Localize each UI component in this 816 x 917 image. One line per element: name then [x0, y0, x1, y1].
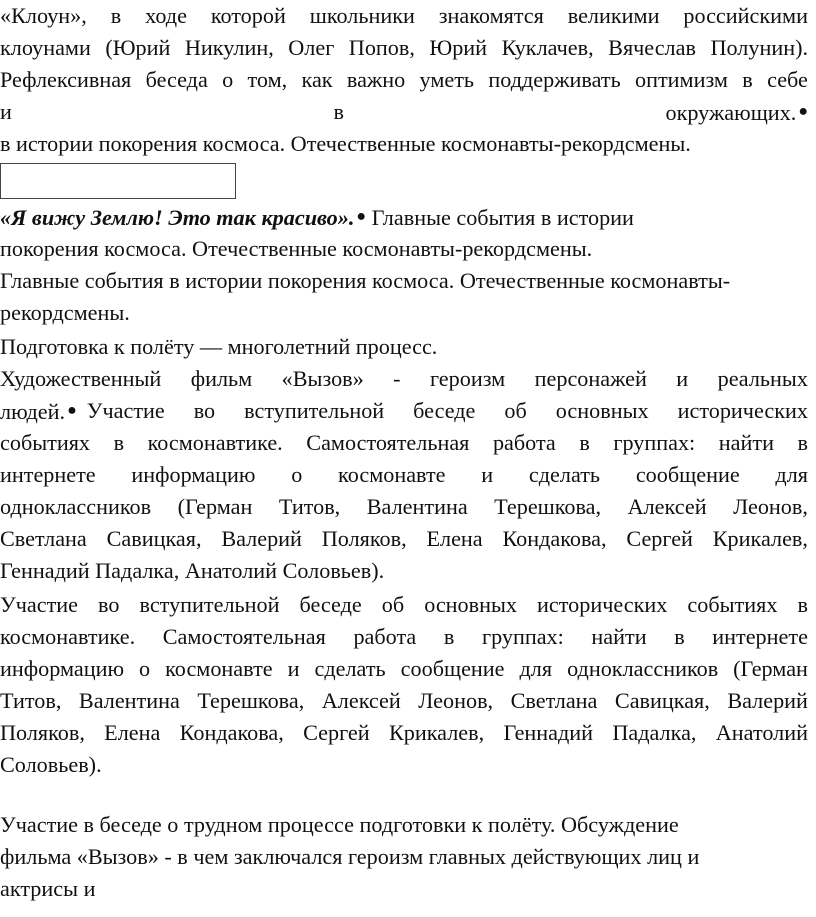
word: сделать — [528, 462, 601, 487]
word: Титов, — [0, 688, 62, 713]
p3-line-1 — [0, 363, 808, 395]
word: Рефлексивная — [0, 67, 132, 92]
word: Валентина — [366, 494, 468, 519]
word: себе — [767, 67, 808, 92]
p2-line-1 — [0, 201, 808, 233]
word: событиях — [687, 592, 778, 617]
word: исторических — [677, 398, 808, 423]
word: Елена — [426, 526, 483, 551]
word: Попов, — [348, 35, 415, 60]
word: «Клоун», — [0, 3, 87, 28]
word: Участие — [0, 592, 78, 617]
word: космонавте — [338, 462, 446, 487]
word: Леонов, — [733, 494, 808, 519]
p2-line-4: рекордсмены. — [0, 300, 130, 325]
word: - — [393, 366, 401, 391]
word: Елена — [104, 720, 161, 745]
word: информацию — [0, 656, 125, 681]
word: в — [742, 67, 753, 92]
word: Поляков, — [321, 526, 407, 551]
p4-line-1 — [0, 589, 808, 621]
word: и — [481, 462, 494, 487]
word: уметь — [419, 67, 475, 92]
word: Самостоятельная — [306, 430, 470, 455]
word: в — [579, 430, 590, 455]
word: персонажей — [534, 366, 647, 391]
word: во — [193, 398, 216, 423]
p3-line-2-rest — [87, 395, 808, 427]
word: основных — [424, 592, 518, 617]
word: Художественный — [0, 366, 162, 391]
word: одноклассников — [567, 656, 719, 681]
p3-line-6 — [0, 523, 808, 555]
p1-line-2 — [0, 32, 808, 64]
word: и — [287, 656, 300, 681]
word: в — [443, 624, 455, 649]
word: сделать — [314, 656, 386, 681]
word: Юрий — [429, 35, 488, 60]
word: Кондакова, — [502, 526, 607, 551]
p3-line-3 — [0, 427, 808, 459]
word: «Вызов» — [281, 366, 364, 391]
word: Олег — [288, 35, 335, 60]
p4-line-4 — [0, 685, 808, 717]
word: Самостоятельная — [162, 624, 326, 649]
word: событиях — [0, 430, 91, 455]
word: группах: — [613, 430, 696, 455]
word: найти — [591, 624, 647, 649]
word: российскими — [683, 3, 808, 28]
word: (Герман — [177, 494, 253, 519]
word: героизм — [429, 366, 506, 391]
word: космонавтике. — [0, 624, 136, 649]
word: о — [139, 656, 151, 681]
word: информацию — [131, 462, 256, 487]
word: исторических — [537, 592, 668, 617]
p1-line-3 — [0, 64, 808, 96]
word: Савицкая, — [106, 526, 202, 551]
bullet-icon: ● — [67, 402, 77, 419]
word: Валентина — [78, 688, 180, 713]
p2-line-3: Главные события в истории покорения космоса. Отечественные космонавты- — [0, 268, 731, 293]
p1-word-okruzh: окружающих. ● — [665, 100, 808, 125]
word: беседе — [413, 398, 476, 423]
word: беседа — [145, 67, 208, 92]
p4-line-5 — [0, 717, 808, 749]
word: в — [797, 592, 808, 617]
word: Алексей — [321, 688, 401, 713]
word: Леонов, — [418, 688, 494, 713]
word: об — [504, 398, 527, 423]
p4-line-3 — [0, 653, 808, 685]
p2-line-1-rest: Главные события в истории — [366, 205, 634, 230]
word: Крикалев, — [712, 526, 808, 551]
bullet-icon: ● — [798, 103, 808, 120]
word: Светлана — [0, 526, 87, 551]
p4-line-2 — [0, 621, 808, 653]
word: вступительной — [244, 398, 385, 423]
word: сообщение — [635, 462, 740, 487]
word: Сергей — [303, 720, 370, 745]
word: для — [519, 656, 553, 681]
word: ходе — [145, 3, 187, 28]
word: для — [775, 462, 808, 487]
p1-word-i: и — [0, 99, 12, 124]
word: о — [291, 462, 303, 487]
word: том, — [247, 67, 288, 92]
word: Поляков, — [0, 720, 85, 745]
word: великими — [567, 3, 660, 28]
word: знакомятся — [438, 3, 544, 28]
word: поддерживать — [488, 67, 621, 92]
p4-line-6: Соловьев). — [0, 752, 102, 777]
word: и — [676, 366, 689, 391]
p1-word-v: в — [333, 99, 344, 124]
word: Светлана — [510, 688, 598, 713]
word: работа — [353, 624, 417, 649]
word: Валерий — [727, 688, 808, 713]
word: Участие — [86, 398, 165, 423]
word: школьники — [309, 3, 415, 28]
p2-line-2: покорения космоса. Отечественные космонавты-рекордсмены. — [0, 236, 593, 261]
word: найти — [718, 430, 774, 455]
p2-line-5: Подготовка к полёту — многолетний процесс. — [0, 334, 438, 359]
section-title: «Я вижу Землю! Это так красиво». — [0, 205, 355, 230]
word: Алексей — [627, 494, 707, 519]
word: космонавтике. — [147, 430, 283, 455]
word: в — [113, 430, 125, 455]
word: Анатолий — [715, 720, 808, 745]
word: Савицкая, — [614, 688, 710, 713]
p5-line-2: фильма «Вызов» - в чем заключался героизм главных действующих лиц и — [0, 844, 700, 869]
word: беседе — [299, 592, 362, 617]
word: в — [674, 624, 685, 649]
p1-line-1 — [0, 0, 808, 32]
word: основных — [555, 398, 649, 423]
word: Вячеслав — [608, 35, 696, 60]
word: клоунами — [0, 35, 91, 60]
p3-line-7: Геннадий Падалка, Анатолий Соловьев). — [0, 558, 385, 583]
word: Геннадий — [503, 720, 594, 745]
word: которой — [210, 3, 286, 28]
p5-line-3: актрисы и — [0, 876, 96, 901]
word: как — [301, 67, 333, 92]
p1-line-4 — [0, 96, 808, 128]
word: одноклассников — [0, 494, 152, 519]
word: космонавте — [165, 656, 273, 681]
word: вступительной — [139, 592, 280, 617]
p3-line-2 — [0, 395, 808, 427]
word: группах: — [481, 624, 564, 649]
word: (Герман — [733, 656, 808, 681]
word: Титов, — [278, 494, 341, 519]
word: оптимизм — [635, 67, 728, 92]
empty-table-cell — [0, 163, 236, 199]
word: в — [110, 3, 122, 28]
word: Сергей — [626, 526, 693, 551]
word: о — [222, 67, 234, 92]
p1-line-5: в истории покорения космоса. Отечественные космонавты-рекордсмены. — [0, 131, 691, 156]
word: интернете — [0, 462, 96, 487]
word: Никулин, — [184, 35, 274, 60]
word: Кондакова, — [179, 720, 284, 745]
word: интернете — [712, 624, 808, 649]
p3-word-people: людей. ● — [0, 399, 77, 424]
word: фильм — [190, 366, 253, 391]
word: Терешкова, — [494, 494, 602, 519]
word: Крикалев, — [388, 720, 485, 745]
p5-line-1: Участие в беседе о трудном процессе подготовки к полёту. Обсуждение — [0, 812, 679, 837]
word: важно — [346, 67, 406, 92]
word: во — [98, 592, 120, 617]
word: реальных — [717, 366, 808, 391]
word: (Юрий — [105, 35, 171, 60]
word: работа — [492, 430, 556, 455]
word: Терешкова, — [197, 688, 305, 713]
word: Падалка, — [612, 720, 697, 745]
p3-line-5 — [0, 491, 808, 523]
word: об — [381, 592, 405, 617]
word: Полунин). — [710, 35, 808, 60]
word: в — [797, 430, 808, 455]
word: сообщение — [400, 656, 505, 681]
word: Валерий — [221, 526, 302, 551]
p3-line-4 — [0, 459, 808, 491]
bullet-icon: ● — [356, 208, 367, 225]
word: Куклачев, — [501, 35, 594, 60]
